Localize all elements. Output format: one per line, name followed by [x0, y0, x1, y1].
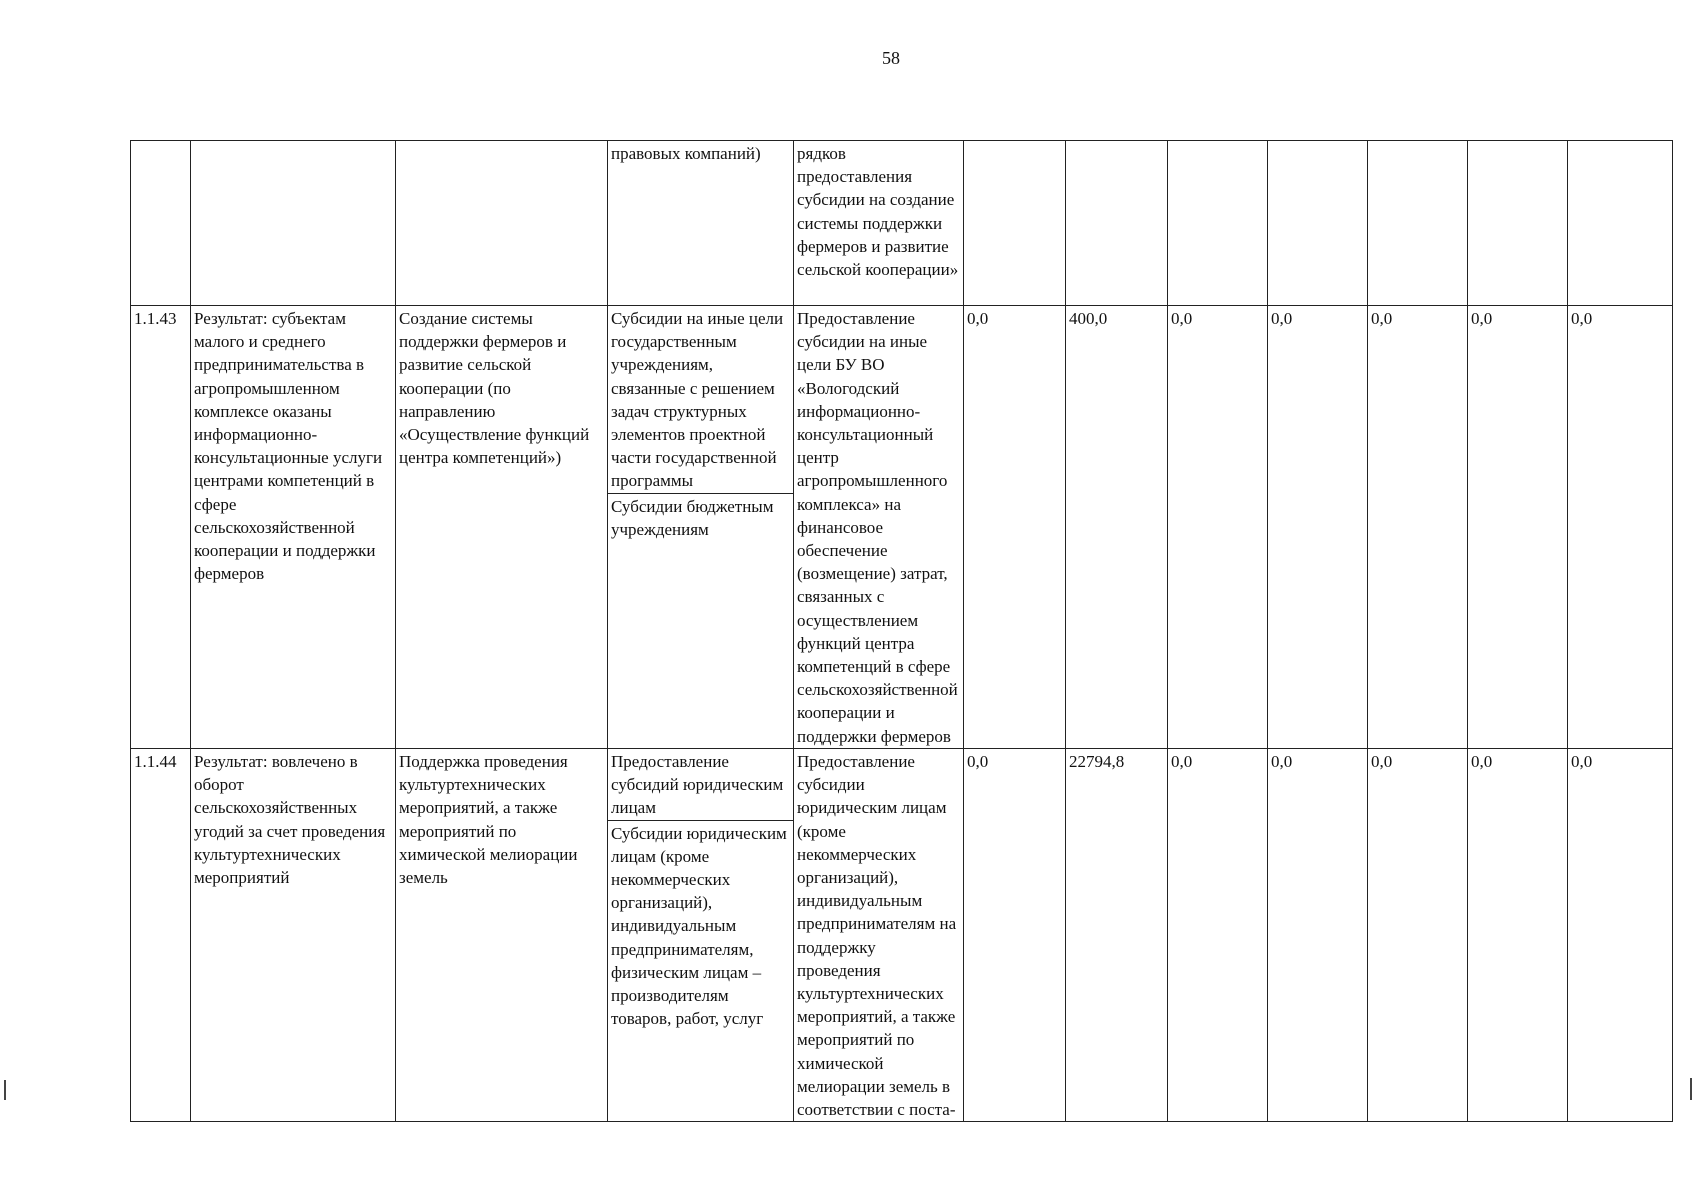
page-number: 58 — [882, 48, 900, 68]
direction-cell: Создание системы поддержки фермеров и развитие сельской кооперации (по направлению «Осуществление функций центра компетенций») — [396, 306, 608, 749]
value-cell: 0,0 — [1368, 306, 1468, 749]
scan-edge-mark-right — [1690, 1078, 1692, 1100]
value-cell — [1568, 141, 1673, 306]
row-number: 1.1.44 — [131, 749, 191, 1122]
value-cell — [1066, 141, 1168, 306]
result-cell: Результат: вовлечено в оборот сельскохозяйственных угодий за счет проведения культуртехнических мероприятий — [191, 749, 396, 1122]
description-cell: рядков предоставления субсидии на создание системы поддержки фермеров и развитие сельской кооперации» — [794, 141, 964, 306]
value-cell: 0,0 — [1268, 749, 1368, 1122]
direction-cell: Поддержка проведения культуртехнических мероприятий, а также мероприятий по химической мелиорации земель — [396, 749, 608, 1122]
value-cell: 0,0 — [1168, 749, 1268, 1122]
value-cell: 0,0 — [1568, 749, 1673, 1122]
value-cell: 0,0 — [1468, 306, 1568, 749]
cost-type-cell — [608, 749, 794, 1122]
value-cell: 0,0 — [1268, 306, 1368, 749]
value-cell: 0,0 — [964, 306, 1066, 749]
direction-cell — [396, 141, 608, 306]
value-cell — [1268, 141, 1368, 306]
row-number: 1.1.43 — [131, 306, 191, 749]
value-cell: 22794,8 — [1066, 749, 1168, 1122]
value-cell — [1368, 141, 1468, 306]
result-cell: Результат: субъектам малого и среднего предпринимательства в агропромышленном комплексе оказаны информационно-консультационные услуги центрами компетенций в сфере сельскохозяйственной кооперации и поддержки фермеров — [191, 306, 396, 749]
cost-type-entry: Предоставление субсидий юридическим лицам — [611, 752, 784, 818]
value-cell: 0,0 — [1468, 749, 1568, 1122]
value-cell: 0,0 — [1368, 749, 1468, 1122]
value-cell — [964, 141, 1066, 306]
cost-type-cell — [608, 141, 794, 306]
description-cell: Предоставление субсидии на иные цели БУ ВО «Вологодский информационно-консультационный центр агропромышленного комплекса» на финансовое обеспечение (возмещение) затрат, связанных с осуществлением функций центра компетенций в сфере сельскохозяйственной кооперации и поддержки фермеров — [794, 306, 964, 749]
cost-type-entry: Субсидии бюджетным учреждениям — [608, 493, 793, 541]
value-cell — [1168, 141, 1268, 306]
row-number — [131, 141, 191, 306]
table-row — [131, 306, 1673, 749]
value-cell: 0,0 — [1168, 306, 1268, 749]
value-cell: 400,0 — [1066, 306, 1168, 749]
cost-type-entry: правовых компаний) — [611, 144, 761, 163]
value-cell: 0,0 — [964, 749, 1066, 1122]
cost-type-entry: Субсидии юридическим лицам (кроме некоммерческих организаций), индивидуальным предпринимателям, физическим лицам – производителям товаров, работ, услуг — [608, 820, 793, 1031]
scan-edge-mark-left — [4, 1080, 6, 1100]
table-row — [131, 141, 1673, 306]
cost-type-cell — [608, 306, 794, 749]
cost-type-entry: Субсидии на иные цели государственным учреждениям, связанные с решением задач структурных элементов проектной части государственной программы — [611, 309, 784, 491]
value-cell — [1468, 141, 1568, 306]
value-cell: 0,0 — [1568, 306, 1673, 749]
program-table — [130, 140, 1673, 1122]
table-row — [131, 749, 1673, 1122]
description-cell: Предоставление субсидии юридическим лицам (кроме некоммерческих организаций), индивидуальным предпринимателям на поддержку проведения культуртехнических мероприятий, а также мероприятий по химической мелиорации земель в соответствии с поста- — [794, 749, 964, 1122]
result-cell — [191, 141, 396, 306]
